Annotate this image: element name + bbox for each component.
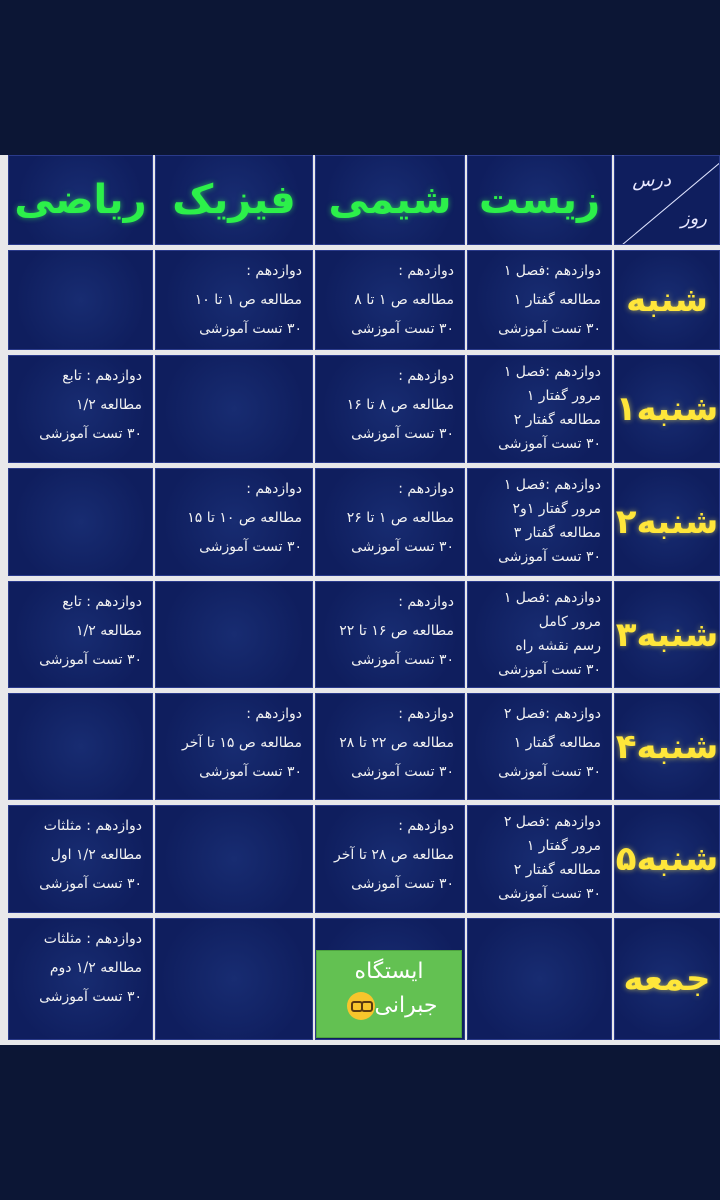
cell-line: مطالعه گفتار ۲: [513, 862, 601, 878]
top-background: [0, 0, 720, 155]
cell-line: ۳۰ تست آموزشی: [351, 539, 454, 555]
cell-line: دوازدهم :: [398, 263, 454, 279]
cell-line: دوازدهم : تابع: [62, 594, 142, 610]
friday-makeup-box: [316, 950, 462, 1038]
corner-lesson-label: درس: [632, 170, 671, 191]
corner-diagonal-line: [621, 155, 720, 245]
cell-line: مطالعه ۱/۲: [76, 623, 142, 639]
bottom-background: [0, 1045, 720, 1200]
schedule-cell-riazi: [8, 581, 153, 688]
cell-line: مطالعه ص ۱ تا ۸: [354, 292, 454, 308]
cell-line: دوازدهم :: [398, 818, 454, 834]
schedule-cell-riazi: [8, 468, 153, 576]
schedule-cell-zist: [467, 581, 612, 688]
cell-line: دوازدهم :: [398, 368, 454, 384]
cell-line: دوازدهم :فصل ۱: [503, 263, 601, 279]
cell-line: مطالعه ص ۲۸ تا آخر: [334, 847, 454, 863]
cell-line: مرور گفتار ۱و۲: [512, 501, 601, 517]
cell-line: ۳۰ تست آموزشی: [39, 876, 142, 892]
cell-line: دوازدهم : مثلثات: [43, 931, 142, 947]
cell-line: ۳۰ تست آموزشی: [351, 426, 454, 442]
cell-line: ۳۰ تست آموزشی: [351, 764, 454, 780]
schedule-cell-zist: [467, 250, 612, 350]
schedule-cell-fizik: [155, 918, 313, 1040]
schedule-cell-shimi: [315, 355, 465, 463]
schedule-cell-zist: [467, 355, 612, 463]
schedule-cell-fizik: [155, 250, 313, 350]
friday-box-line2: جبرانی: [374, 993, 438, 1018]
day-label: ۱شنبه: [614, 355, 720, 463]
friday-box-line1: ایستگاه: [354, 959, 424, 984]
schedule-cell-riazi: [8, 355, 153, 463]
cell-line: ۳۰ تست آموزشی: [498, 436, 601, 452]
header-riazi: ریاضی: [8, 155, 153, 245]
schedule-cell-riazi: [8, 693, 153, 800]
schedule-cell-riazi: [8, 805, 153, 913]
cell-line: دوازدهم :: [246, 706, 302, 722]
schedule-cell-shimi: [315, 693, 465, 800]
schedule-cell-shimi: [315, 250, 465, 350]
day-label: ۴شنبه: [614, 693, 720, 800]
cell-line: دوازدهم : تابع: [62, 368, 142, 384]
cell-line: دوازدهم :فصل ۲: [503, 706, 601, 722]
cell-line: مطالعه ص ۲۲ تا ۲۸: [339, 735, 454, 751]
corner-cell: [614, 155, 720, 245]
day-label: ۳شنبه: [614, 581, 720, 688]
cell-line: مطالعه ص ۱۵ تا آخر: [182, 735, 302, 751]
cell-line: مطالعه گفتار ۳: [513, 525, 601, 541]
schedule-cell-riazi: [8, 918, 153, 1040]
cell-line: دوازدهم : مثلثات: [43, 818, 142, 834]
cell-line: مرور گفتار ۱: [526, 838, 601, 854]
friday-box-line2-row: [317, 989, 461, 1023]
cell-line: مطالعه گفتار ۱: [513, 735, 601, 751]
cell-line: مطالعه ۱/۲ اول: [50, 847, 142, 863]
cell-line: ۳۰ تست آموزشی: [351, 321, 454, 337]
cell-line: مطالعه ص ۱ تا ۲۶: [346, 510, 454, 526]
cell-line: مطالعه ص ۱۰ تا ۱۵: [187, 510, 302, 526]
cell-line: مرور کامل: [538, 614, 601, 630]
header-shimi: شیمی: [315, 155, 465, 245]
schedule-cell-fizik: [155, 693, 313, 800]
cell-line: دوازدهم :فصل ۲: [503, 814, 601, 830]
cell-line: مطالعه گفتار ۲: [513, 412, 601, 428]
cell-line: رسم نقشه راه: [515, 638, 601, 654]
cell-line: مطالعه ۱/۲ دوم: [49, 960, 142, 976]
cell-line: ۳۰ تست آموزشی: [498, 886, 601, 902]
header-zist: زیست: [467, 155, 612, 245]
cell-line: دوازدهم :: [398, 481, 454, 497]
cell-line: ۳۰ تست آموزشی: [39, 426, 142, 442]
schedule-cell-zist: [467, 805, 612, 913]
nerd-face-icon: [347, 992, 375, 1020]
cell-line: مطالعه ۱/۲: [76, 397, 142, 413]
cell-line: مطالعه گفتار ۱: [513, 292, 601, 308]
cell-line: ۳۰ تست آموزشی: [199, 764, 302, 780]
day-label: ۵شنبه: [614, 805, 720, 913]
cell-line: ۳۰ تست آموزشی: [498, 662, 601, 678]
cell-line: دوازدهم :فصل ۱: [503, 364, 601, 380]
schedule-cell-shimi: [315, 805, 465, 913]
schedule-cell-fizik: [155, 581, 313, 688]
cell-line: مرور گفتار ۱: [526, 388, 601, 404]
cell-line: ۳۰ تست آموزشی: [498, 321, 601, 337]
schedule-cell-riazi: [8, 250, 153, 350]
cell-line: ۳۰ تست آموزشی: [498, 764, 601, 780]
schedule-cell-fizik: [155, 355, 313, 463]
schedule-cell-shimi: [315, 468, 465, 576]
schedule-cell-fizik: [155, 805, 313, 913]
cell-line: مطالعه ص ۱۶ تا ۲۲: [339, 623, 454, 639]
day-label: جمعه: [614, 918, 720, 1040]
schedule-cell-zist: [467, 918, 612, 1040]
cell-line: دوازدهم :فصل ۱: [503, 590, 601, 606]
cell-line: دوازدهم :: [246, 481, 302, 497]
schedule-cell-zist: [467, 468, 612, 576]
schedule-cell-fizik: [155, 468, 313, 576]
schedule-cell-zist: [467, 693, 612, 800]
day-label: ۲شنبه: [614, 468, 720, 576]
schedule-table: [0, 155, 720, 1045]
cell-line: ۳۰ تست آموزشی: [39, 989, 142, 1005]
cell-line: ۳۰ تست آموزشی: [39, 652, 142, 668]
header-fizik: فیزیک: [155, 155, 313, 245]
cell-line: ۳۰ تست آموزشی: [351, 652, 454, 668]
cell-line: مطالعه ص ۱ تا ۱۰: [194, 292, 302, 308]
cell-line: دوازدهم :: [246, 263, 302, 279]
cell-line: ۳۰ تست آموزشی: [351, 876, 454, 892]
schedule-cell-shimi: [315, 581, 465, 688]
cell-line: ۳۰ تست آموزشی: [199, 321, 302, 337]
day-label: شنبه: [614, 250, 720, 350]
cell-line: دوازدهم :: [398, 594, 454, 610]
cell-line: ۳۰ تست آموزشی: [199, 539, 302, 555]
cell-line: دوازدهم :: [398, 706, 454, 722]
cell-line: مطالعه ص ۸ تا ۱۶: [346, 397, 454, 413]
cell-line: ۳۰ تست آموزشی: [498, 549, 601, 565]
corner-day-label: روز: [680, 208, 707, 229]
cell-line: دوازدهم :فصل ۱: [503, 477, 601, 493]
